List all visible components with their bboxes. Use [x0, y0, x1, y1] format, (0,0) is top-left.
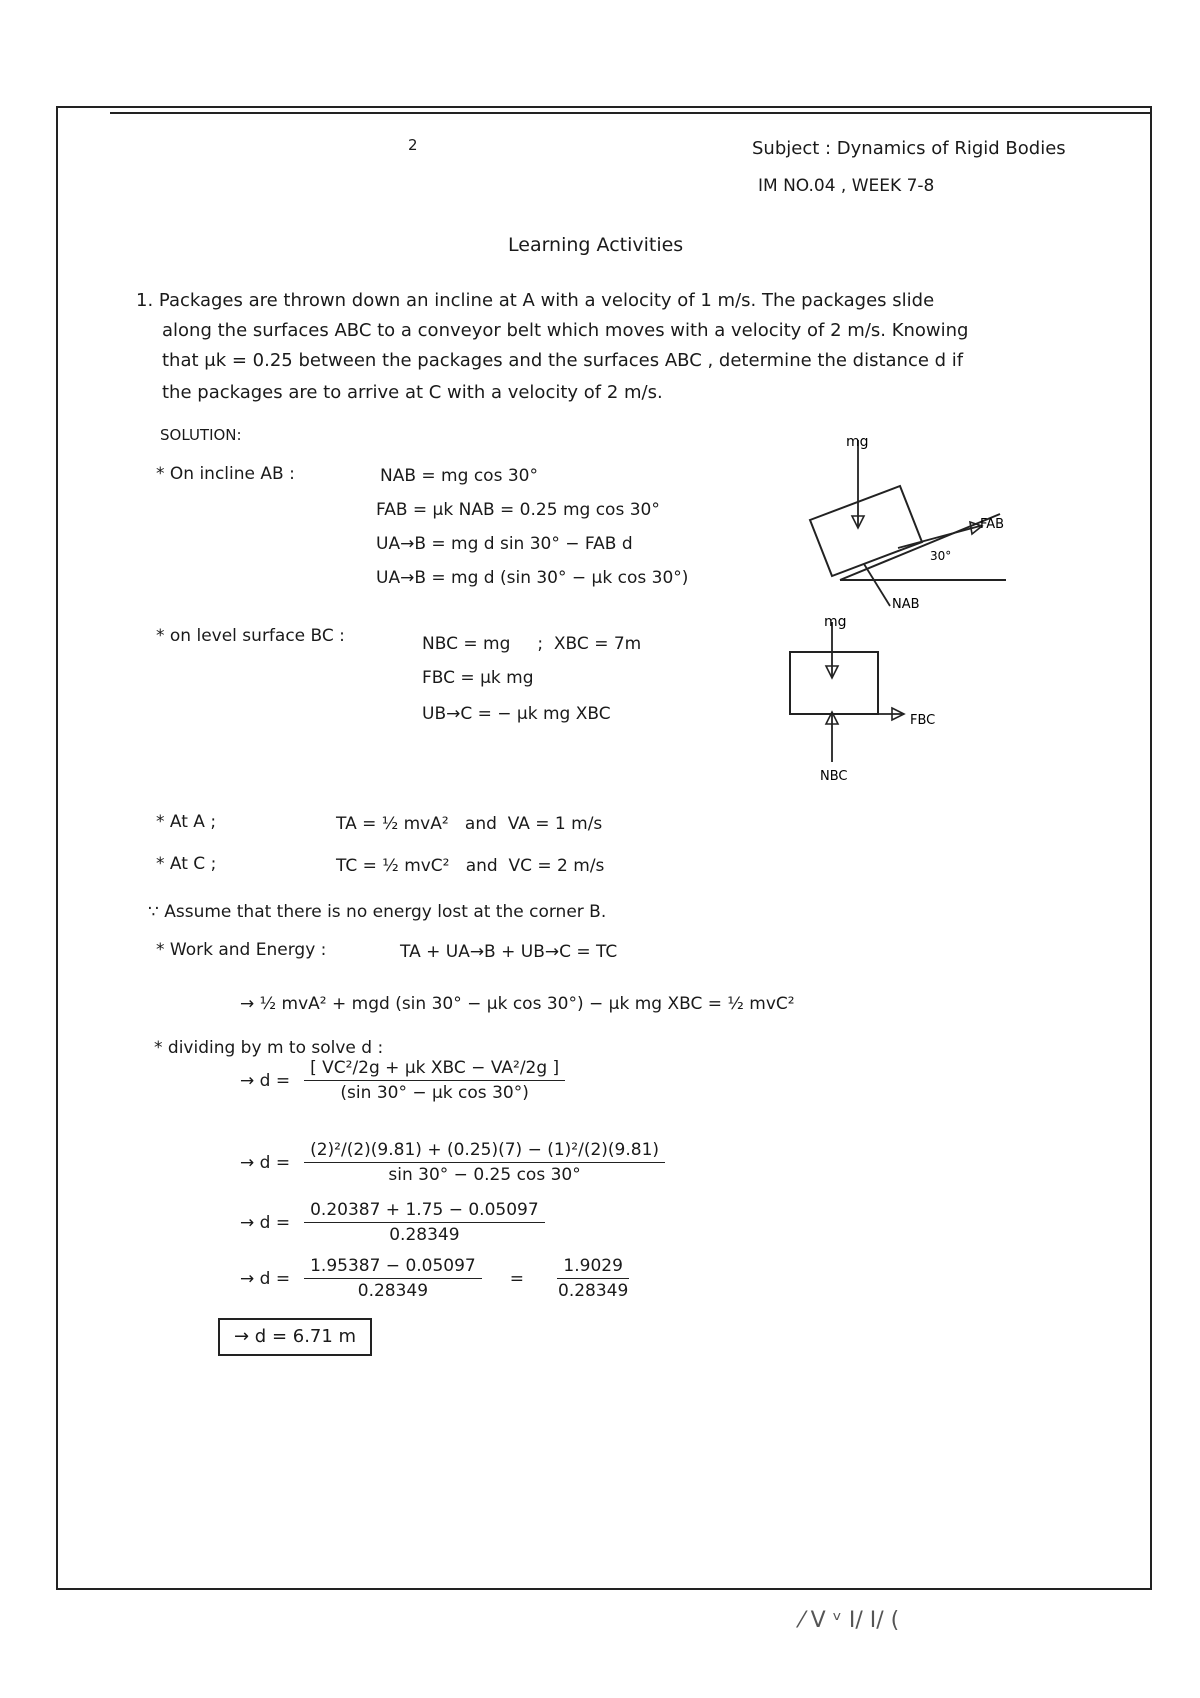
step-2-prefix: → d =: [240, 1152, 291, 1173]
problem-line-3: that μk = 0.25 between the packages and the surfaces ABC , determine the distance d if: [162, 350, 964, 371]
friction-label-bc: FBC: [910, 713, 936, 728]
friction-label-ab: FAB: [980, 517, 1005, 532]
level-eq-3: UB→C = − μk mg XBC: [422, 704, 611, 724]
package-block-level: [790, 652, 878, 714]
incline-eq-2: FAB = μk NAB = 0.25 mg cos 30°: [376, 500, 660, 520]
step-3-denominator: 0.28349: [389, 1225, 460, 1246]
dividing-text: * dividing by m to solve d :: [154, 1038, 384, 1058]
problem-line-1: 1. Packages are thrown down an incline at A with a velocity of 1 m/s. The packages slide: [136, 290, 935, 311]
step-1-fraction: [304, 1058, 565, 1104]
incline-eq-1: NAB = mg cos 30°: [380, 466, 538, 486]
step-1-denominator: (sin 30° − μk cos 30°): [340, 1083, 529, 1104]
incline-free-body-diagram: [780, 430, 1020, 610]
step-4-result-numerator: 1.9029: [557, 1256, 628, 1279]
weight-label-2: mg: [824, 614, 847, 630]
problem-line-2: along the surfaces ABC to a conveyor belt which moves with a velocity of 2 m/s. Knowing: [162, 320, 969, 341]
at-a-label: * At A ;: [156, 812, 217, 832]
step-4-prefix: → d =: [240, 1268, 291, 1289]
incline-label: * On incline AB :: [156, 464, 295, 484]
incline-eq-3: UA→B = mg d sin 30° − FAB d: [376, 534, 633, 554]
problem-line-4: the packages are to arrive at C with a velocity of 2 m/s.: [162, 382, 663, 403]
solution-label: SOLUTION:: [160, 426, 242, 444]
weight-label-1: mg: [846, 434, 869, 450]
at-a-eq: TA = ½ mvA² and VA = 1 m/s: [336, 814, 603, 834]
level-label: * on level surface BC :: [156, 626, 345, 646]
section-title: Learning Activities: [508, 234, 684, 256]
work-energy-eq: TA + UA→B + UB→C = TC: [400, 942, 618, 962]
step-4-result-fraction: [552, 1256, 634, 1302]
page-mark: 2: [408, 136, 418, 154]
final-answer: → d = 6.71 m: [218, 1318, 372, 1356]
step-2-denominator: sin 30° − 0.25 cos 30°: [388, 1165, 581, 1186]
step-2-fraction: [304, 1140, 665, 1186]
friction-arrow-ab: [898, 526, 980, 548]
step-1: [240, 1058, 565, 1104]
subject-line: Subject : Dynamics of Rigid Bodies: [752, 138, 1066, 159]
module-line: IM NO.04 , WEEK 7-8: [758, 176, 935, 196]
normal-label-ab: NAB: [892, 597, 920, 610]
step-4: [240, 1256, 634, 1302]
normal-label-bc: NBC: [820, 769, 848, 784]
step-2-numerator: (2)²/(2)(9.81) + (0.25)(7) − (1)²/(2)(9.81): [304, 1140, 665, 1163]
expanded-eq: → ½ mvA² + mgd (sin 30° − μk cos 30°) − μk mg XBC = ½ mvC²: [240, 994, 795, 1014]
step-4-denominator: 0.28349: [357, 1281, 429, 1302]
package-block-incline: [810, 486, 922, 576]
level-eq-1: NBC = mg ; XBC = 7m: [422, 634, 642, 654]
normal-arrow-ab: [864, 564, 890, 606]
at-c-eq: TC = ½ mvC² and VC = 2 m/s: [336, 856, 605, 876]
incline-eq-4: UA→B = mg d (sin 30° − μk cos 30°): [376, 568, 689, 588]
step-3-numerator: 0.20387 + 1.75 − 0.05097: [304, 1200, 545, 1223]
level-eq-2: FBC = μk mg: [422, 668, 534, 688]
step-2: [240, 1140, 665, 1186]
angle-label: 30°: [930, 549, 952, 563]
step-3-fraction: [304, 1200, 545, 1246]
level-free-body-diagram: [770, 612, 970, 788]
step-3: [240, 1200, 545, 1246]
step-1-numerator: [ VC²/2g + μk XBC − VA²/2g ]: [304, 1058, 565, 1081]
at-c-label: * At C ;: [156, 854, 217, 874]
step-4-fraction: [304, 1256, 482, 1302]
assumption-text: ∵ Assume that there is no energy lost at the corner B.: [148, 902, 607, 922]
step-3-prefix: → d =: [240, 1212, 291, 1233]
step-1-prefix: → d =: [240, 1070, 291, 1091]
step-4-result-denominator: 0.28349: [558, 1281, 629, 1302]
work-energy-label: * Work and Energy :: [156, 940, 327, 960]
step-4-equals: =: [509, 1268, 524, 1289]
footer-marks: ⁄ V ᵛ I/ I/ (: [800, 1608, 900, 1633]
step-4-numerator: 1.95387 − 0.05097: [304, 1256, 482, 1279]
